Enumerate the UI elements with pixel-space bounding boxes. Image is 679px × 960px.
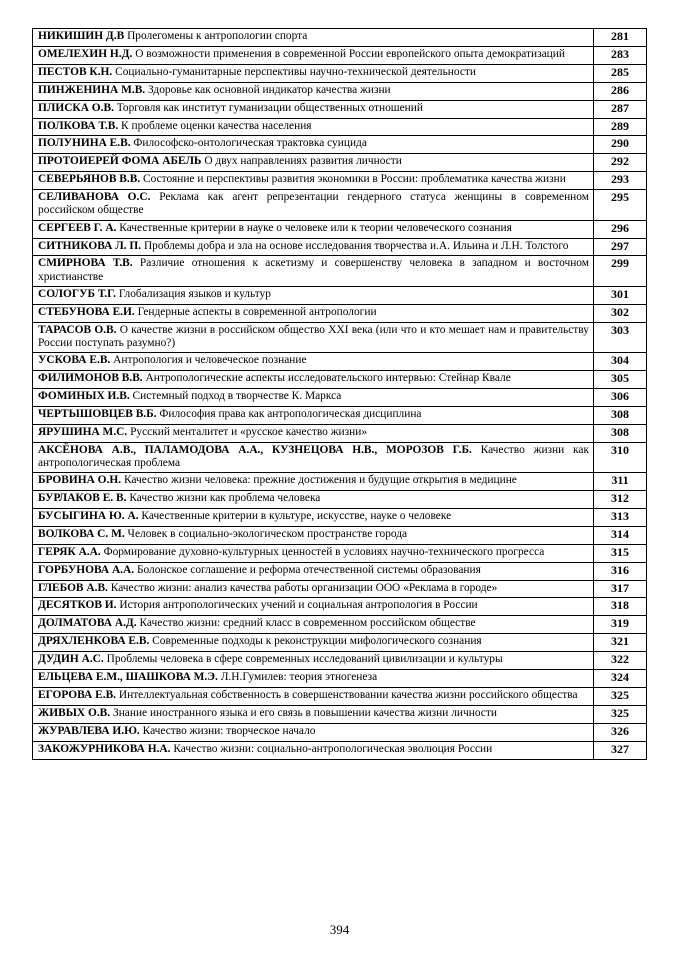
toc-entry xyxy=(33,256,594,286)
entry-author: ВОЛКОВА С. М. xyxy=(38,527,125,540)
table-row xyxy=(33,406,647,424)
entry-page-number: 281 xyxy=(594,29,647,47)
toc-entry xyxy=(33,508,594,526)
entry-page-number: 289 xyxy=(594,118,647,136)
entry-title: Качество жизни: творческое начало xyxy=(142,724,316,737)
entry-page-number: 321 xyxy=(594,634,647,652)
entry-page-number: 311 xyxy=(594,473,647,491)
entry-author: ЕЛЬЦЕВА Е.М., ШАШКОВА М.Э. xyxy=(38,671,218,684)
table-row xyxy=(33,388,647,406)
entry-page-number: 302 xyxy=(594,304,647,322)
entry-page-number: 306 xyxy=(594,388,647,406)
table-row xyxy=(33,29,647,47)
toc-entry xyxy=(33,723,594,741)
table-row xyxy=(33,670,647,688)
table-row xyxy=(33,652,647,670)
table-row xyxy=(33,741,647,759)
entry-author: СОЛОГУБ Т.Г. xyxy=(38,287,116,300)
entry-title: Качество жизни: анализ качества работы организации ООО «Реклама в городе» xyxy=(110,581,498,594)
table-row xyxy=(33,136,647,154)
entry-author: ЯРУШИНА М.С. xyxy=(38,425,128,438)
table-row xyxy=(33,304,647,322)
entry-title: О двух направлениях развития личности xyxy=(204,155,402,168)
toc-entry xyxy=(33,304,594,322)
entry-author: ЖУРАВЛЕВА И.Ю. xyxy=(38,724,140,737)
entry-page-number: 319 xyxy=(594,616,647,634)
table-row xyxy=(33,190,647,220)
entry-page-number: 310 xyxy=(594,442,647,472)
toc-entry xyxy=(33,406,594,424)
entry-page-number: 283 xyxy=(594,46,647,64)
entry-title: Формирование духовно-культурных ценностей в условиях научно-технического прогресса xyxy=(103,545,545,558)
entry-author: ДРЯХЛЕНКОВА Е.В. xyxy=(38,635,150,648)
table-row xyxy=(33,442,647,472)
entry-title: Системный подход в творчестве К. Маркса xyxy=(132,389,342,402)
entry-author: ГЕРЯК А.А. xyxy=(38,545,101,558)
toc-entry xyxy=(33,670,594,688)
entry-author: ФОМИНЫХ И.В. xyxy=(38,389,130,402)
entry-author: БРОВИНА О.Н. xyxy=(38,474,122,487)
table-row xyxy=(33,687,647,705)
entry-title: Антропологические аспекты исследовательского интервью: Стейнар Квале xyxy=(145,372,511,384)
entry-author: АКСЁНОВА А.В., ПАЛАМОДОВА А.А., КУЗНЕЦОВА Н.В., МОРОЗОВ Г.Б. xyxy=(38,443,472,456)
toc-entry xyxy=(33,136,594,154)
entry-author: ТАРАСОВ О.В. xyxy=(38,323,117,336)
toc-entry xyxy=(33,705,594,723)
table-row xyxy=(33,82,647,100)
entry-title: Различие отношения к аскетизму и совершенству человека в западном и восточном христианстве xyxy=(38,257,589,283)
entry-title: О качестве жизни в российском общество XXI века (или что и кто мешает нам и правительству России поступать разумно?) xyxy=(38,323,589,349)
table-row xyxy=(33,46,647,64)
toc-entry xyxy=(33,286,594,304)
table-row xyxy=(33,256,647,286)
entry-title: Глобализация языков и культур xyxy=(118,287,271,300)
entry-author: ПИНЖЕНИНА М.В. xyxy=(38,83,146,96)
table-row xyxy=(33,238,647,256)
entry-title: Болонское соглашение и реформа отечественной системы образования xyxy=(136,563,481,576)
entry-page-number: 299 xyxy=(594,256,647,286)
table-row xyxy=(33,353,647,371)
entry-page-number: 315 xyxy=(594,544,647,562)
table-row xyxy=(33,154,647,172)
table-row xyxy=(33,322,647,352)
entry-author: ЕГОРОВА Е.В. xyxy=(38,688,117,701)
entry-title: Состояние и перспективы развития экономики в России: проблематика качества жизни xyxy=(143,173,566,186)
entry-page-number: 304 xyxy=(594,353,647,371)
table-row xyxy=(33,723,647,741)
toc-entry xyxy=(33,424,594,442)
entry-page-number: 301 xyxy=(594,286,647,304)
toc-entry xyxy=(33,82,594,100)
toc-entry xyxy=(33,353,594,371)
entry-title: Знание иностранного языка и его связь в повышении качества жизни личности xyxy=(113,706,497,719)
entry-title: Л.Н.Гумилев: теория этногенеза xyxy=(220,671,378,684)
table-row xyxy=(33,598,647,616)
entry-page-number: 316 xyxy=(594,562,647,580)
entry-title: Реклама как агент репрезентации гендерного статуса женщины в современном российском обществе xyxy=(38,191,589,217)
table-row xyxy=(33,64,647,82)
entry-title: Пролегомены к антропологии спорта xyxy=(127,30,308,42)
entry-page-number: 325 xyxy=(594,705,647,723)
entry-author: ПОЛКОВА Т.В. xyxy=(38,119,119,132)
table-row xyxy=(33,634,647,652)
entry-page-number: 308 xyxy=(594,406,647,424)
toc-entry xyxy=(33,238,594,256)
entry-title: Проблемы человека в сфере современных исследований цивилизации и культуры xyxy=(106,653,503,666)
entry-author: СТЕБУНОВА Е.И. xyxy=(38,305,135,318)
entry-author: ФИЛИМОНОВ В.В. xyxy=(38,372,143,384)
entry-author: ОМЕЛЕХИН Н.Д. xyxy=(38,47,133,60)
table-row xyxy=(33,508,647,526)
entry-page-number: 313 xyxy=(594,508,647,526)
toc-entry xyxy=(33,371,594,389)
entry-author: СИТНИКОВА Л. П. xyxy=(38,239,142,252)
entry-author: ЗАКОЖУРНИКОВА Н.А. xyxy=(38,742,171,755)
toc-entry xyxy=(33,64,594,82)
entry-title: Торговля как институт гуманизации общественных отношений xyxy=(116,101,423,114)
entry-page-number: 285 xyxy=(594,64,647,82)
entry-title: Русский менталитет и «русское качество жизни» xyxy=(130,425,368,438)
entry-page-number: 303 xyxy=(594,322,647,352)
entry-page-number: 322 xyxy=(594,652,647,670)
toc-entry xyxy=(33,687,594,705)
entry-title: История антропологических учений и социальная антропология в России xyxy=(119,599,478,612)
entry-title: Качество жизни как антропологическая проблема xyxy=(38,443,589,469)
entry-page-number: 292 xyxy=(594,154,647,172)
entry-page-number: 295 xyxy=(594,190,647,220)
table-row xyxy=(33,490,647,508)
table-row xyxy=(33,616,647,634)
entry-page-number: 327 xyxy=(594,741,647,759)
toc-entry xyxy=(33,154,594,172)
table-row xyxy=(33,286,647,304)
entry-title: Философия права как антропологическая дисциплина xyxy=(159,407,422,420)
entry-author: СЕЛИВАНОВА О.С. xyxy=(38,191,151,204)
entry-author: СЕРГЕЕВ Г. А. xyxy=(38,221,117,234)
entry-author: ПОЛУНИНА Е.В. xyxy=(38,137,131,150)
entry-page-number: 293 xyxy=(594,172,647,190)
entry-title: Гендерные аспекты в современной антропологии xyxy=(137,305,377,318)
entry-author: ЧЕРТЫШОВЦЕВ В.Б. xyxy=(38,407,157,420)
entry-author: НИКИШИН Д.В xyxy=(38,30,125,42)
entry-author: БУРЛАКОВ Е. В. xyxy=(38,491,127,504)
toc-entry xyxy=(33,634,594,652)
toc-entry xyxy=(33,544,594,562)
entry-title: Качество жизни: средний класс в современном российском обществе xyxy=(139,617,476,630)
entry-author: СЕВЕРЬЯНОВ В.В. xyxy=(38,173,141,186)
toc-entry xyxy=(33,526,594,544)
entry-title: Качество жизни: социально-антропологическая эволюция России xyxy=(173,742,493,755)
toc-entry xyxy=(33,616,594,634)
entry-author: ГЛЕБОВ А.В. xyxy=(38,581,108,594)
toc-entry xyxy=(33,442,594,472)
table-row xyxy=(33,100,647,118)
toc-entry xyxy=(33,473,594,491)
entry-page-number: 290 xyxy=(594,136,647,154)
entry-title: Интеллектуальная собственность в совершенствовании качества жизни российского общества xyxy=(118,688,578,701)
entry-title: Качество жизни как проблема человека xyxy=(129,491,321,504)
entry-author: ДОЛМАТОВА А.Д. xyxy=(38,617,137,630)
entry-page-number: 305 xyxy=(594,371,647,389)
table-row xyxy=(33,371,647,389)
entry-title: Антропология и человеческое познание xyxy=(113,354,307,367)
entry-author: БУСЫГИНА Ю. А. xyxy=(38,509,139,522)
table-row xyxy=(33,220,647,238)
table-row xyxy=(33,172,647,190)
toc-entry xyxy=(33,598,594,616)
entry-page-number: 314 xyxy=(594,526,647,544)
entry-page-number: 287 xyxy=(594,100,647,118)
toc-entry xyxy=(33,562,594,580)
table-row xyxy=(33,473,647,491)
entry-author: ПЛИСКА О.В. xyxy=(38,101,114,114)
toc-entry xyxy=(33,46,594,64)
toc-entry xyxy=(33,220,594,238)
entry-title: Человек в социально-экологическом пространстве города xyxy=(127,527,408,540)
entry-title: Проблемы добра и зла на основе исследования творчества и.А. Ильина и Л.Н. Толстого xyxy=(143,239,569,252)
entry-page-number: 296 xyxy=(594,220,647,238)
toc-entry xyxy=(33,741,594,759)
entry-page-number: 308 xyxy=(594,424,647,442)
entry-page-number: 325 xyxy=(594,687,647,705)
entry-title: Качественные критерии в культуре, искусстве, науке о человеке xyxy=(141,509,452,522)
entry-author: ДЕСЯТКОВ И. xyxy=(38,599,117,612)
entry-page-number: 324 xyxy=(594,670,647,688)
entry-title: О возможности применения в современной России европейского опыта демократизаций xyxy=(135,47,565,60)
entry-page-number: 317 xyxy=(594,580,647,598)
table-row xyxy=(33,580,647,598)
toc-entry xyxy=(33,388,594,406)
table-row xyxy=(33,705,647,723)
toc-entry xyxy=(33,322,594,352)
entry-page-number: 318 xyxy=(594,598,647,616)
toc-table xyxy=(32,28,647,760)
entry-page-number: 286 xyxy=(594,82,647,100)
entry-author: ПЕСТОВ К.Н. xyxy=(38,65,113,78)
entry-title: Философско-онтологическая трактовка суицида xyxy=(133,137,367,150)
toc-entry xyxy=(33,580,594,598)
toc-entry xyxy=(33,118,594,136)
entry-title: Социально-гуманитарные перспективы научно-технической деятельности xyxy=(115,65,477,78)
table-row xyxy=(33,544,647,562)
page-number: 394 xyxy=(329,922,350,937)
entry-page-number: 312 xyxy=(594,490,647,508)
entry-author: УСКОВА Е.В. xyxy=(38,354,111,367)
entry-author: СМИРНОВА Т.В. xyxy=(38,257,133,270)
table-row xyxy=(33,526,647,544)
table-row xyxy=(33,424,647,442)
entry-page-number: 326 xyxy=(594,723,647,741)
entry-author: ДУДИН А.С. xyxy=(38,653,104,666)
toc-entry xyxy=(33,100,594,118)
entry-title: Здоровье как основной индикатор качества жизни xyxy=(148,83,391,96)
entry-title: Современные подходы к реконструкции мифологического сознания xyxy=(152,635,482,648)
entry-page-number: 297 xyxy=(594,238,647,256)
toc-entry xyxy=(33,652,594,670)
table-row xyxy=(33,118,647,136)
toc-entry xyxy=(33,29,594,47)
toc-entry xyxy=(33,172,594,190)
entry-author: ПРОТОИЕРЕЙ ФОМА АБЕЛЬ xyxy=(38,155,202,168)
entry-title: К проблеме оценки качества населения xyxy=(121,119,312,132)
toc-entry xyxy=(33,490,594,508)
entry-author: ЖИВЫХ О.В. xyxy=(38,706,111,719)
toc-entry xyxy=(33,190,594,220)
entry-title: Качество жизни человека: прежние достижения и будущие открытия в медицине xyxy=(123,474,517,487)
entry-author: ГОРБУНОВА А.А. xyxy=(38,563,135,576)
table-row xyxy=(33,562,647,580)
entry-title: Качественные критерии в науке о человеке или к теории человеческого сознания xyxy=(119,221,512,234)
